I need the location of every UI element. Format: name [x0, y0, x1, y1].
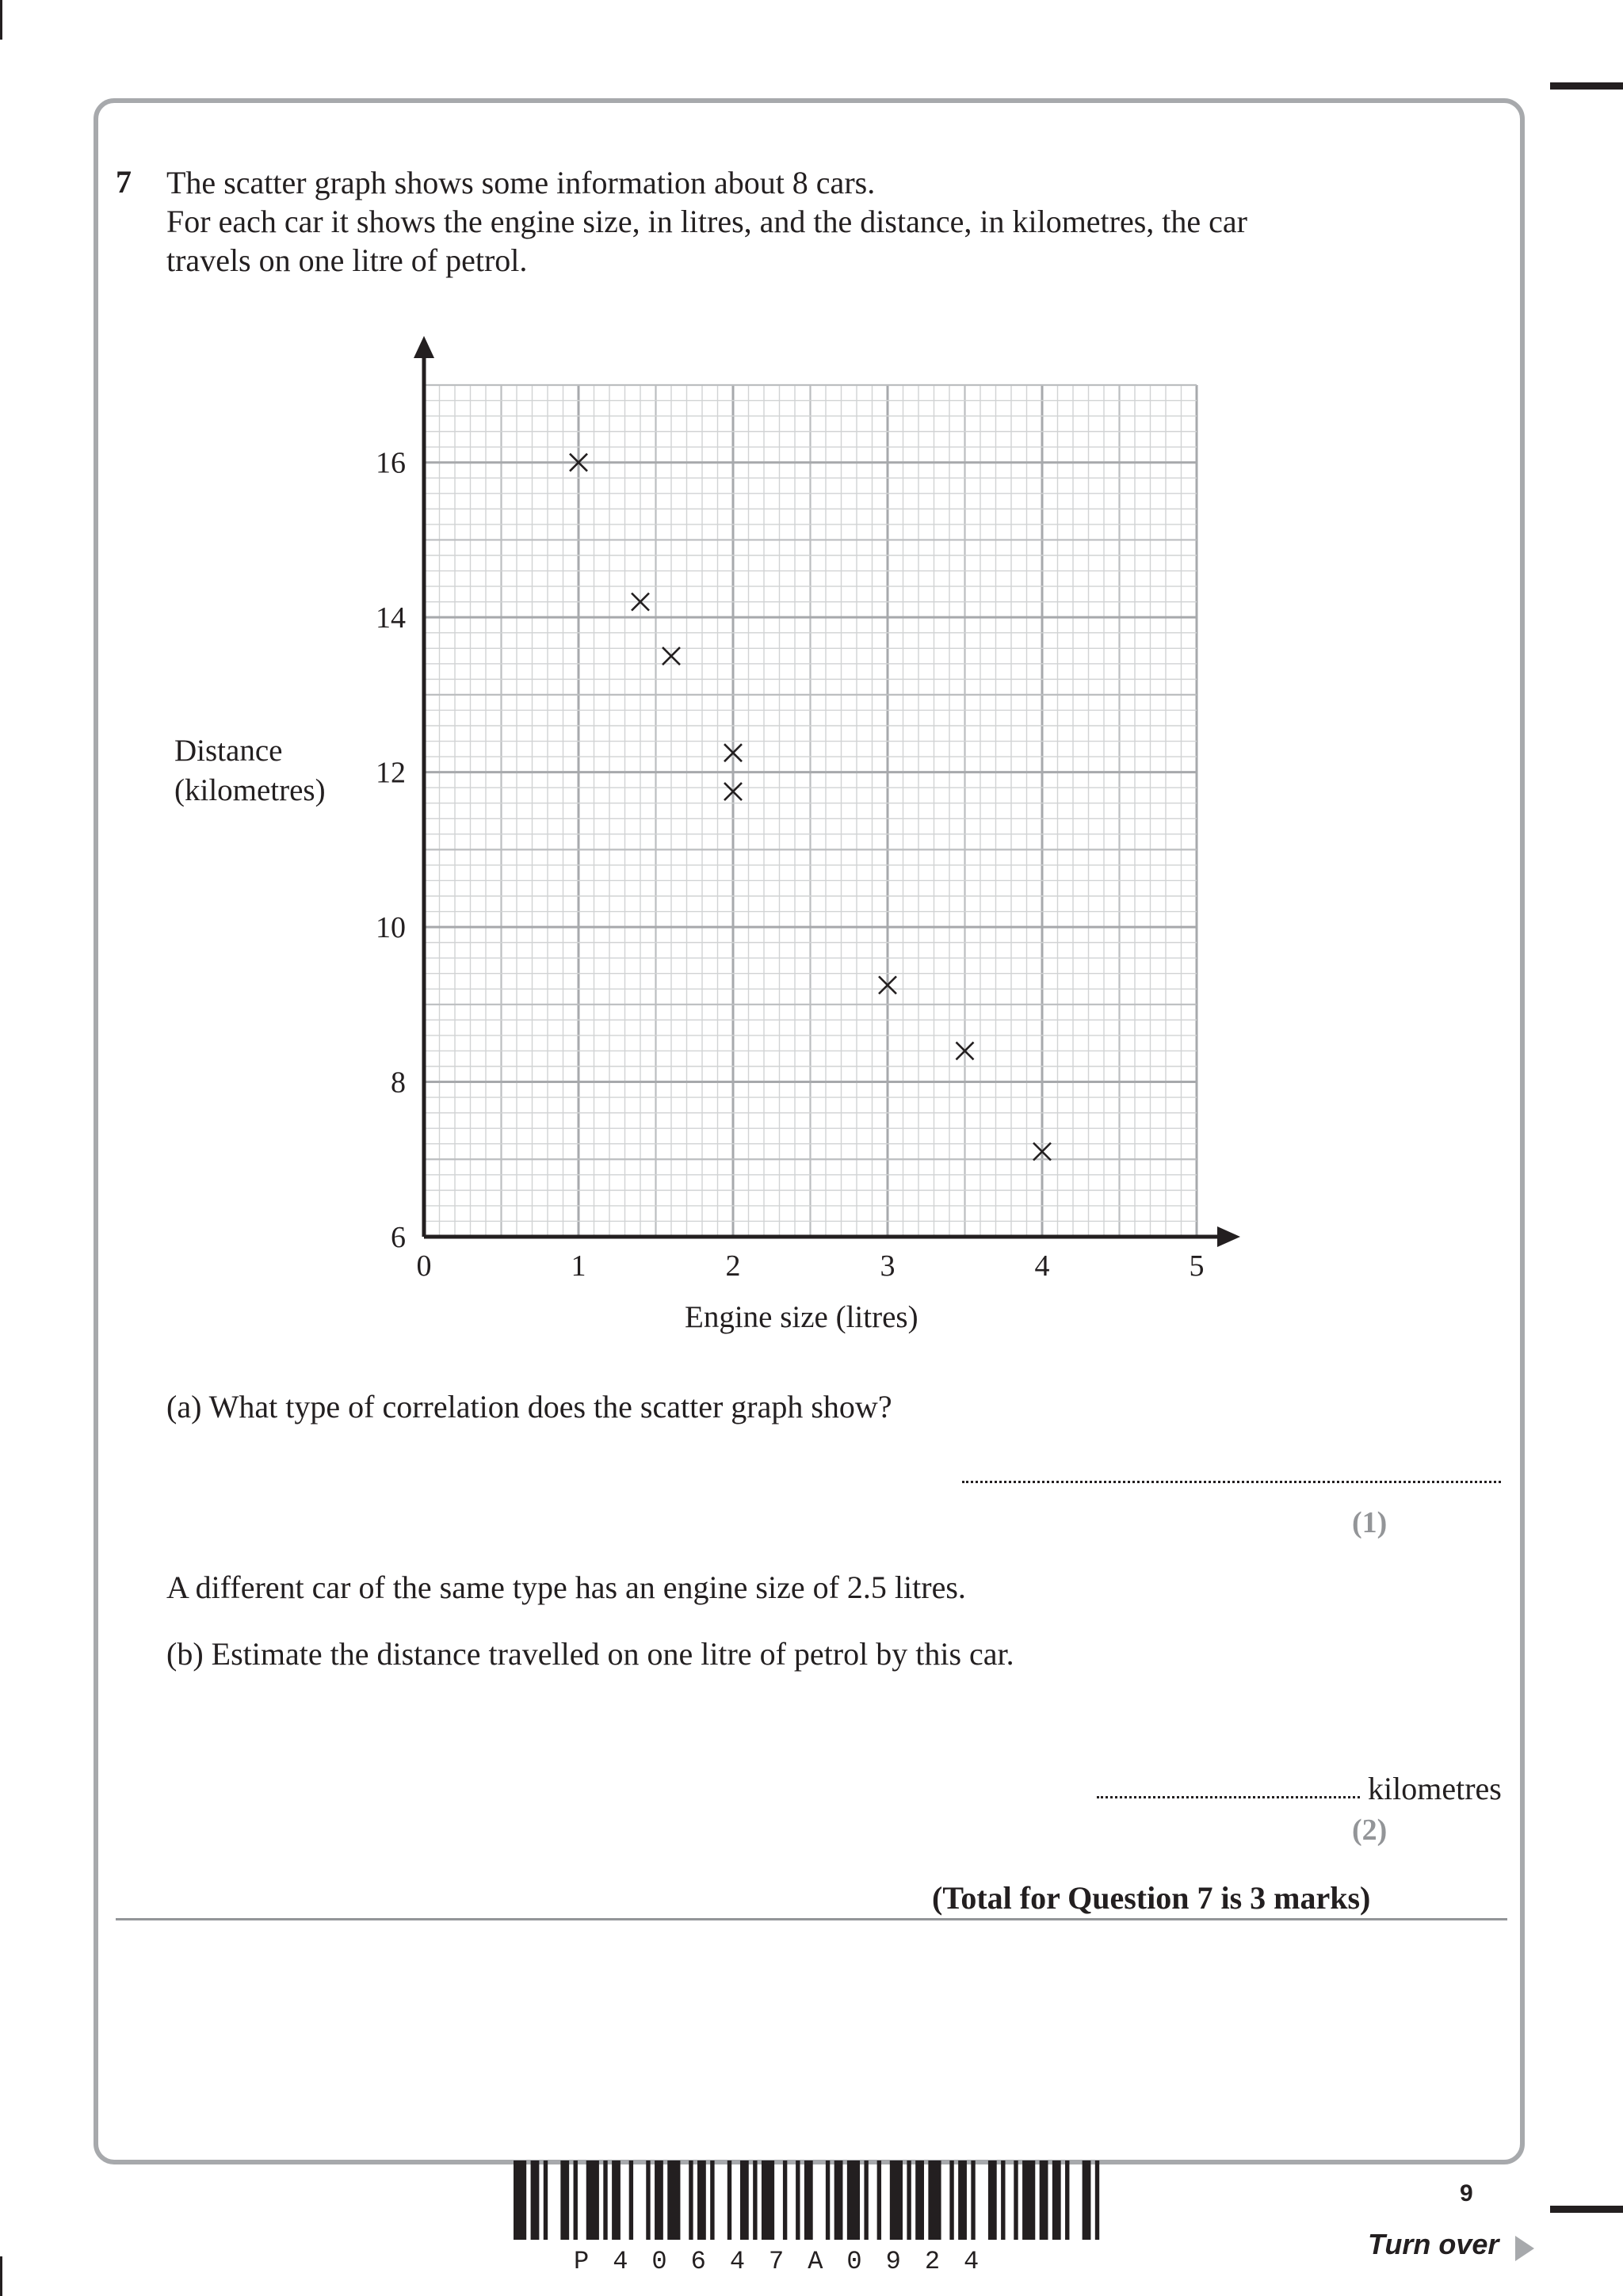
barcode-bar [1014, 2161, 1018, 2240]
barcode-bar [847, 2161, 860, 2240]
part-b-question: (b) Estimate the distance travelled on one litre of petrol by this car. [166, 1636, 1014, 1672]
part-a-marks: (1) [1352, 1506, 1388, 1539]
turn-over-label: Turn over [1368, 2228, 1499, 2260]
barcode-bar [655, 2161, 663, 2240]
y-axis-arrow-icon [414, 336, 434, 358]
barcode-bar [740, 2161, 749, 2240]
y-tick-label: 10 [376, 911, 406, 945]
barcode-bar [826, 2161, 830, 2240]
barcode-bar [710, 2161, 714, 2240]
barcode-bar [560, 2161, 569, 2240]
barcode-bar [689, 2161, 693, 2240]
barcode-bar [928, 2161, 941, 2240]
part-b-unit: kilometres [1368, 1771, 1502, 1806]
grid [424, 385, 1197, 1237]
barcode-bar [586, 2161, 599, 2240]
x-tick-label: 3 [880, 1249, 896, 1283]
y-tick-label: 16 [376, 446, 406, 480]
barcode-bar [1040, 2161, 1048, 2240]
part-b-intro: A different car of the same type has an engine size of 2.5 litres. [166, 1569, 966, 1605]
barcode-bar [1052, 2161, 1061, 2240]
barcode-bar [864, 2161, 868, 2240]
barcode [514, 2161, 1108, 2256]
y-axis-title-line-2: (kilometres) [174, 773, 326, 807]
part-b-marks: (2) [1352, 1814, 1388, 1847]
barcode-bar [890, 2161, 903, 2240]
barcode-bar [1001, 2161, 1005, 2240]
barcode-bar [783, 2161, 787, 2240]
x-tick-label: 2 [725, 1249, 741, 1283]
barcode-bar [877, 2161, 881, 2240]
barcode-bar [531, 2161, 540, 2240]
x-tick-label: 4 [1034, 1249, 1050, 1283]
barcode-bar [958, 2161, 967, 2240]
turn-over-arrow-icon [1515, 2236, 1534, 2261]
barcode-bar [544, 2161, 548, 2240]
barcode-bar [727, 2161, 731, 2240]
barcode-bar [804, 2161, 813, 2240]
total-marks: (Total for Question 7 is 3 marks) [932, 1880, 1371, 1916]
barcode-bar [574, 2161, 578, 2240]
y-tick-label: 12 [376, 756, 406, 790]
stem-line-2: For each car it shows the engine size, in litres, and the distance, in kilometres, the car [166, 204, 1248, 239]
barcode-bar [796, 2161, 800, 2240]
barcode-bar [1022, 2161, 1035, 2240]
x-axis-arrow-icon [1217, 1226, 1240, 1247]
y-tick-label: 6 [391, 1221, 406, 1254]
stem-line-3: travels on one litre of petrol. [166, 242, 528, 278]
question-number: 7 [116, 164, 132, 200]
barcode-bar [1095, 2161, 1099, 2240]
barcode-bar [697, 2161, 706, 2240]
barcode-bar [603, 2161, 607, 2240]
stem-line-1: The scatter graph shows some information about 8 cars. [166, 165, 876, 200]
total-rule [116, 1918, 1507, 1920]
barcode-bar [646, 2161, 650, 2240]
x-tick-label: 5 [1189, 1249, 1205, 1283]
barcode-bar [971, 2161, 975, 2240]
part-b-answer-line[interactable] [1097, 1796, 1360, 1798]
x-tick-label: 1 [571, 1249, 586, 1283]
barcode-bar [629, 2161, 633, 2240]
barcode-bar [612, 2161, 621, 2240]
barcode-bar [907, 2161, 911, 2240]
y-tick-label: 14 [376, 601, 406, 635]
barcode-bar [762, 2161, 774, 2240]
barcode-bar [988, 2161, 997, 2240]
barcode-text: P40647A0924 [574, 2247, 1003, 2276]
barcode-bar [1065, 2161, 1069, 2240]
barcode-bar [1083, 2161, 1091, 2240]
barcode-bar [514, 2161, 526, 2240]
y-axis-title-line-1: Distance [174, 734, 283, 768]
x-axis-title: Engine size (litres) [685, 1300, 918, 1334]
part-a-answer-line[interactable] [962, 1481, 1501, 1483]
barcode-bar [667, 2161, 680, 2240]
x-tick-label: 0 [416, 1249, 432, 1283]
barcode-bar [753, 2161, 757, 2240]
barcode-bar [915, 2161, 924, 2240]
page-number: 9 [1460, 2180, 1473, 2206]
barcode-bar [949, 2161, 953, 2240]
y-tick-label: 8 [391, 1066, 406, 1100]
barcode-bar [834, 2161, 843, 2240]
part-a-question: (a) What type of correlation does the scatter graph show? [166, 1389, 892, 1425]
